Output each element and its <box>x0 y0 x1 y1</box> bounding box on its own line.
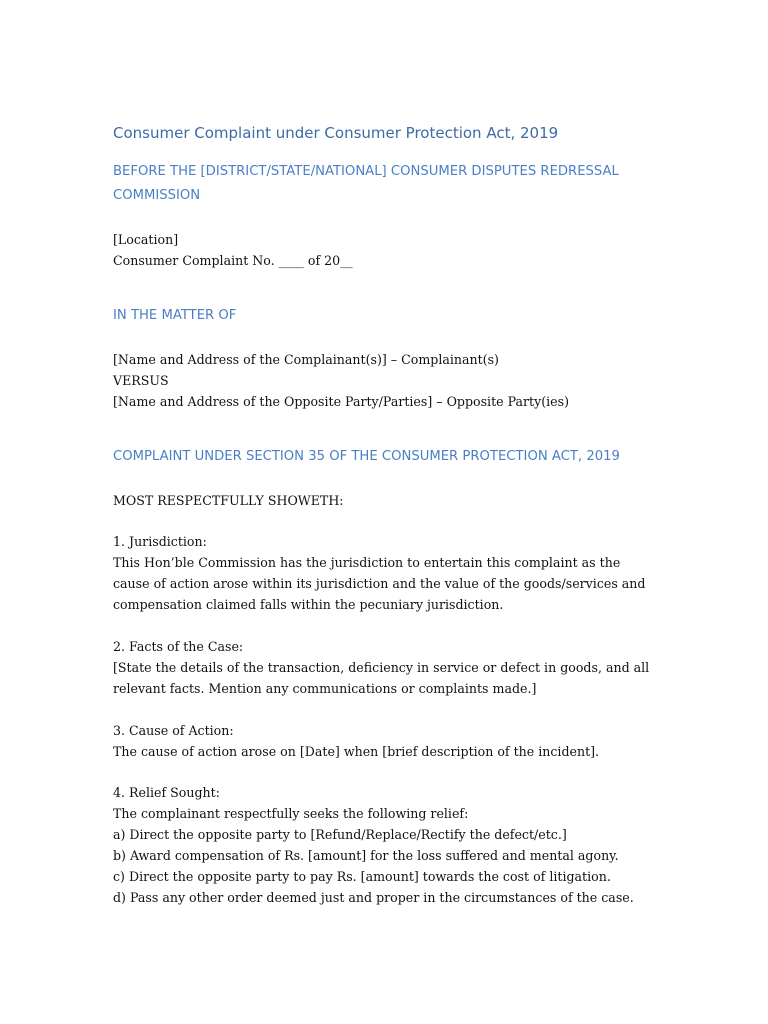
heading-complaint-section-35: COMPLAINT UNDER SECTION 35 OF THE CONSUMER PROTECTION ACT, 2019 <box>113 449 620 464</box>
section-jurisdiction <box>113 531 645 615</box>
opposite-party-line: [Name and Address of the Opposite Party/Parties] – Opposite Party(ies) <box>113 394 569 409</box>
paragraph-line: The cause of action arose on [Date] when [brief description of the incident]. <box>113 744 600 759</box>
section-heading: 4. Relief Sought: <box>113 785 220 800</box>
relief-item: d) Pass any other order deemed just and proper in the circumstances of the case. <box>113 890 634 905</box>
location-line: [Location] <box>113 232 179 247</box>
section-heading: 1. Jurisdiction: <box>113 534 207 549</box>
relief-item: c) Direct the opposite party to pay Rs. [amount] towards the cost of litigation. <box>113 869 611 884</box>
complainant-line: [Name and Address of the Complainant(s)] – Complainant(s) <box>113 352 499 367</box>
section-cause-of-action <box>113 720 599 762</box>
paragraph-line: cause of action arose within its jurisdiction and the value of the goods/services and <box>113 576 646 591</box>
paragraph-line: The complainant respectfully seeks the following relief: <box>113 806 469 821</box>
heading-in-the-matter-of: IN THE MATTER OF <box>113 308 237 323</box>
case-details-block <box>113 229 353 271</box>
heading-before-commission: BEFORE THE [DISTRICT/STATE/NATIONAL] CONSUMER DISPUTES REDRESSAL COMMISSION <box>113 164 619 203</box>
paragraph-line: relevant facts. Mention any communications or complaints made.] <box>113 681 537 696</box>
section-facts <box>113 636 649 699</box>
section-heading: 2. Facts of the Case: <box>113 639 244 654</box>
relief-item: b) Award compensation of Rs. [amount] for the loss suffered and mental agony. <box>113 848 619 863</box>
section-heading: 3. Cause of Action: <box>113 723 234 738</box>
parties-block <box>113 349 569 412</box>
complaint-number-line: Consumer Complaint No. ____ of 20__ <box>113 253 353 268</box>
versus-line: VERSUS <box>113 373 169 388</box>
section-relief-sought <box>113 782 634 908</box>
paragraph-line: [State the details of the transaction, deficiency in service or defect in goods, and all <box>113 660 650 675</box>
showeth-line: MOST RESPECTFULLY SHOWETH: <box>113 493 344 508</box>
document-title: Consumer Complaint under Consumer Protection Act, 2019 <box>113 124 559 142</box>
paragraph-line: compensation claimed falls within the pecuniary jurisdiction. <box>113 597 504 612</box>
paragraph-line: This Hon’ble Commission has the jurisdiction to entertain this complaint as the <box>113 555 621 570</box>
relief-item: a) Direct the opposite party to [Refund/Replace/Rectify the defect/etc.] <box>113 827 567 842</box>
